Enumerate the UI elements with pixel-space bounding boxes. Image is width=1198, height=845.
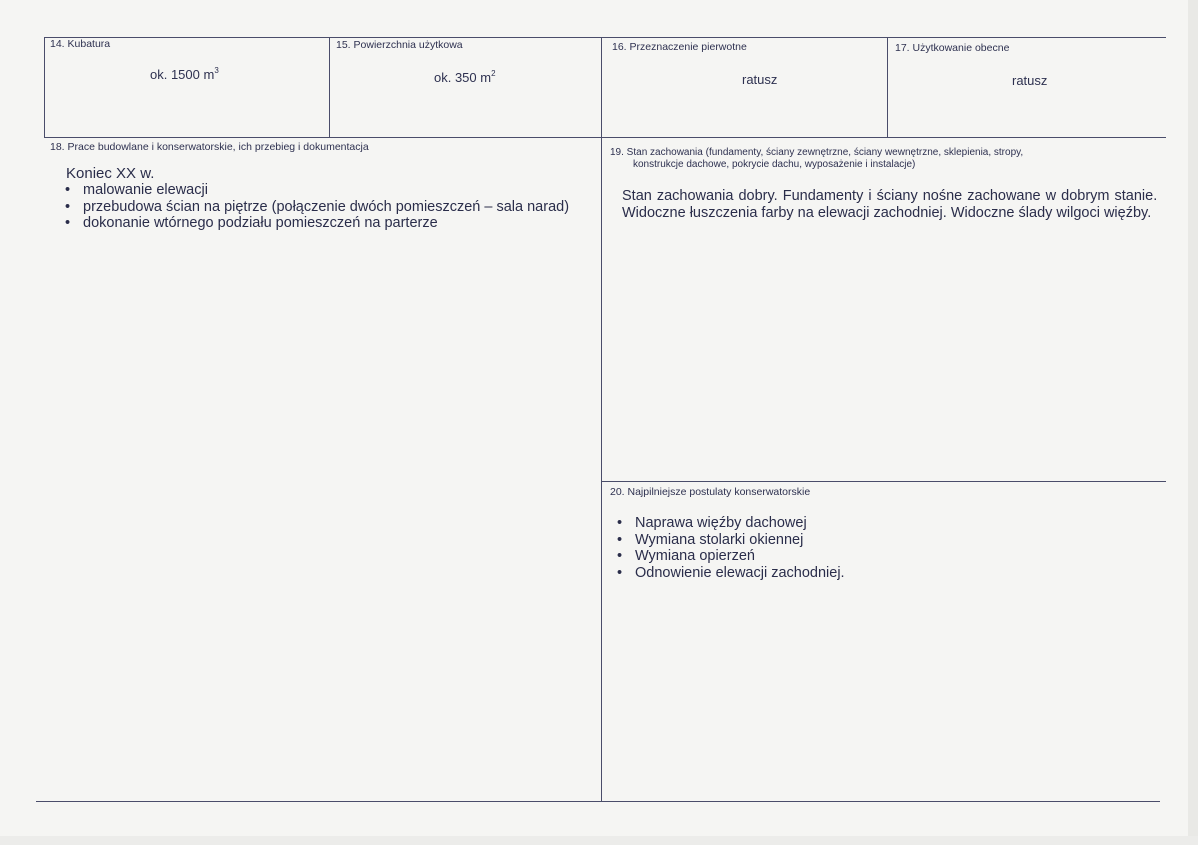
list-item: • Wymiana stolarki okiennej [615,532,845,549]
list-item: • dokonanie wtórnego podziału pomieszczeń na parterze [63,215,569,232]
field-19-text-line1: Stan zachowania dobry. Fundamenty i ściany nośne zachowane w dobrym stanie. [622,188,1158,204]
field-19-label-line1: 19. Stan zachowania (fundamenty, ściany zewnętrzne, ściany wewnętrzne, sklepienia, stropy, [610,147,1024,158]
list-item: • Wymiana opierzeń [615,548,845,565]
field-19-text-line2: Widoczne łuszczenia farby na elewacji zachodniej. Widoczne ślady wilgoci więźby. [622,204,1152,221]
field-19-content [622,188,1157,221]
field-16-value: ratusz [742,72,778,87]
list-item: • Odnowienie elewacji zachodniej. [615,565,845,582]
field-18-list [63,182,569,232]
field-19-label-line2: konstrukcje dachowe, pokrycie dachu, wyposażenie i instalacje) [633,159,916,170]
rule-top [44,37,1166,38]
paper-edge-right [1188,0,1198,845]
field-15-value: ok. 350 $m^2$ [434,69,496,85]
field-15-label: 15. Powierzchnia użytkowa [336,39,463,51]
field-20-list [615,515,845,581]
rule-section-20 [601,481,1166,482]
field-14-value: ok. 1500 $m^3$ [150,66,219,82]
field-20-content [615,515,845,581]
field-20-label: 20. Najpilniejsze postulaty konserwatorskie [610,486,811,498]
field-17-label: 17. Użytkowanie obecne [895,42,1010,54]
list-item: • malowanie elewacji [63,182,569,199]
list-item: • Naprawa więźby dachowej [615,515,845,532]
rule-bottom [36,801,1160,802]
field-18-content [66,165,569,232]
list-item: • przebudowa ścian na piętrze (połączenie dwóch pomieszczeń – sala narad) [63,199,569,216]
paper-edge-bottom [0,836,1198,845]
rule-left [44,37,45,137]
field-16-label: 16. Przeznaczenie pierwotne [612,41,747,53]
rule-mid [44,137,1166,138]
divider-main [601,37,602,801]
field-18-label: 18. Prace budowlane i konserwatorskie, ich przebieg i dokumentacja [50,141,369,153]
field-17-value: ratusz [1012,73,1048,88]
field-18-intro: Koniec XX w. [66,165,155,182]
divider-16-17 [887,37,888,137]
field-14-label: 14. Kubatura [50,38,111,50]
divider-14-15 [329,37,330,137]
